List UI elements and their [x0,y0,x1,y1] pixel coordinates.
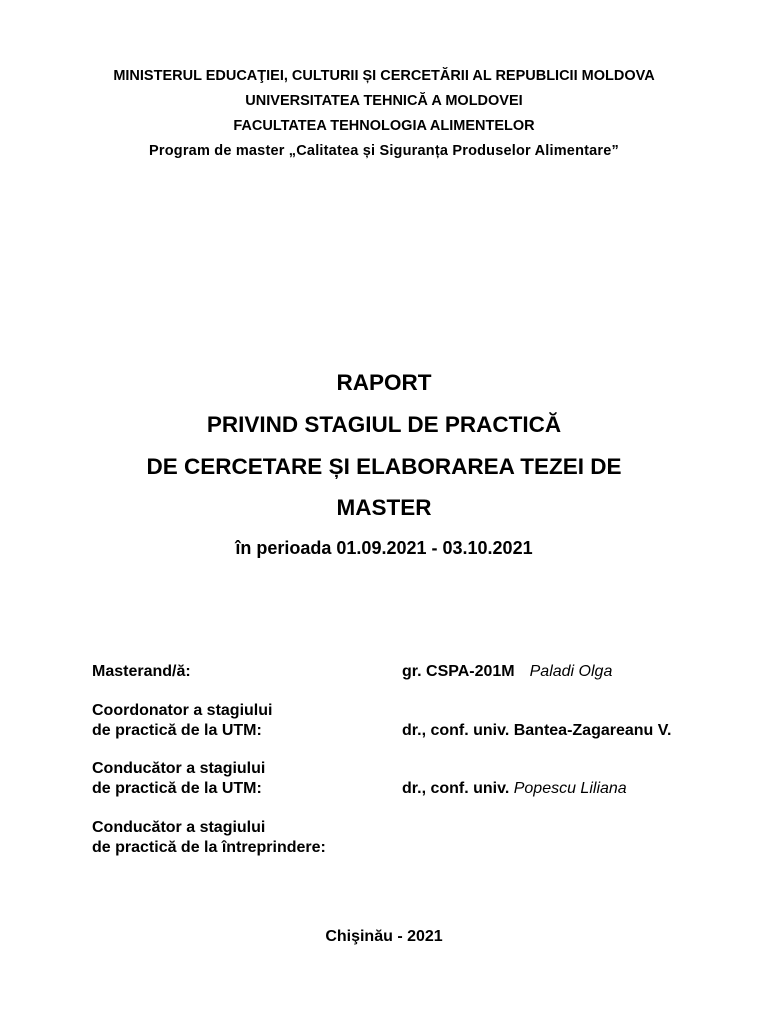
faculty-heading: FACULTATEA TEHNOLOGIA ALIMENTELOR [233,118,535,134]
student-group: gr. CSPA-201M [402,663,515,680]
supervisor-utm-label-line-2: de practică de la UTM: [92,780,262,797]
report-title-line-4: MASTER [336,495,432,520]
student-label: Masterand/ă: [92,663,191,680]
report-period: în perioada 01.09.2021 - 03.10.2021 [235,538,533,558]
supervisor-utm-name: Popescu Liliana [513,780,627,797]
coordinator-label-line-1: Coordonator a stagiului [92,702,273,719]
supervisor-utm-title: dr., conf. univ. [402,780,510,797]
place-year: Chişinău - 2021 [325,928,443,945]
supervisor-utm-value [402,779,627,799]
report-title-line-2: PRIVIND STAGIUL DE PRACTICĂ [206,412,562,437]
report-title-line-1: RAPORT [336,370,432,395]
supervisor-company-label-line-2: de practică de la întreprindere: [92,839,326,856]
program-heading: Program de master „Calitatea și Siguranța Produselor Alimentare” [149,143,619,159]
student-value [402,662,612,682]
coordinator-value: dr., conf. univ. Bantea-Zagareanu V. [402,722,672,739]
supervisor-utm-label-line-1: Conducător a stagiului [92,760,266,777]
report-title-line-3: DE CERCETARE ȘI ELABORAREA TEZEI DE [146,454,622,479]
supervisor-company-label-line-1: Conducător a stagiului [92,819,266,836]
student-name: Paladi Olga [529,663,613,680]
coordinator-label-line-2: de practică de la UTM: [92,722,262,739]
ministry-heading: MINISTERUL EDUCAŢIEI, CULTURII ȘI CERCETĂRII AL REPUBLICII MOLDOVA [113,68,655,84]
university-heading: UNIVERSITATEA TEHNICĂ A MOLDOVEI [245,93,523,109]
